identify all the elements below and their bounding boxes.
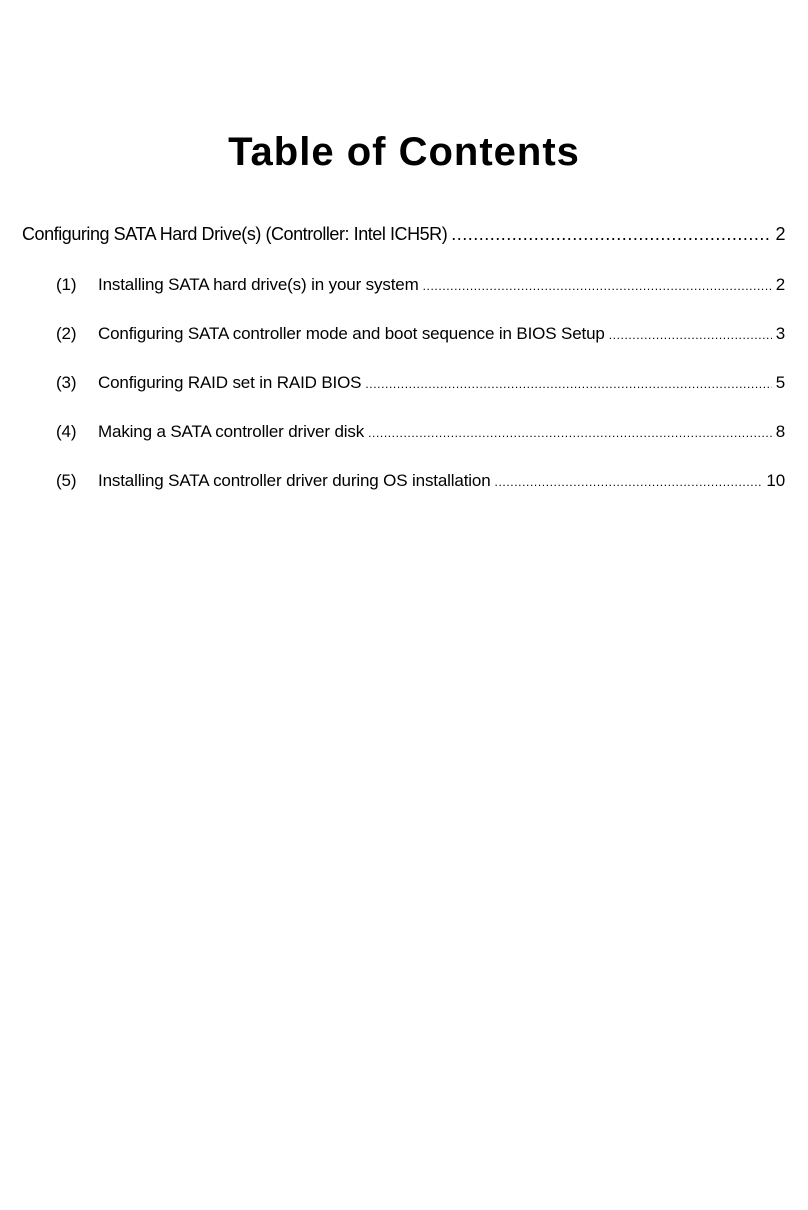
toc-entry-text: Configuring RAID set in RAID BIOS bbox=[98, 373, 362, 392]
toc-entry-text: Installing SATA hard drive(s) in your system bbox=[98, 275, 419, 294]
toc-page-number: 3 bbox=[775, 324, 785, 343]
toc-entry-text: Making a SATA controller driver disk bbox=[98, 422, 365, 441]
toc-dot-leader bbox=[365, 377, 771, 391]
toc-entry-main[interactable] bbox=[22, 224, 785, 245]
toc-dot-leader bbox=[451, 224, 771, 245]
toc-dot-leader bbox=[423, 279, 772, 293]
toc-entry-1[interactable] bbox=[56, 275, 785, 295]
toc-page-number: 2 bbox=[775, 224, 785, 244]
toc-entry-number: (1) bbox=[56, 275, 77, 294]
toc-entry-2[interactable] bbox=[56, 324, 785, 344]
toc-dot-leader bbox=[495, 475, 763, 489]
page-title: Table of Contents bbox=[228, 130, 580, 174]
toc-dot-leader bbox=[609, 328, 772, 342]
toc-entry-text: Configuring SATA controller mode and boot sequence in BIOS Setup bbox=[98, 324, 605, 343]
toc-page-number: 8 bbox=[775, 422, 785, 441]
toc-entry-text: Configuring SATA Hard Drive(s) (Controller: Intel ICH5R) bbox=[22, 224, 448, 244]
toc-entry-number: (4) bbox=[56, 422, 77, 441]
toc-entry-text: Installing SATA controller driver during OS installation bbox=[98, 471, 491, 490]
toc-page-number: 5 bbox=[775, 373, 785, 392]
toc-page-number: 2 bbox=[775, 275, 785, 294]
toc-entry-5[interactable] bbox=[56, 471, 785, 491]
toc-entry-3[interactable] bbox=[56, 373, 785, 393]
toc-page-number: 10 bbox=[766, 471, 785, 490]
toc-entry-number: (5) bbox=[56, 471, 77, 490]
toc-entry-4[interactable] bbox=[56, 422, 785, 442]
toc-entry-number: (3) bbox=[56, 373, 77, 392]
toc-dot-leader bbox=[368, 426, 772, 440]
toc-entry-number: (2) bbox=[56, 324, 77, 343]
